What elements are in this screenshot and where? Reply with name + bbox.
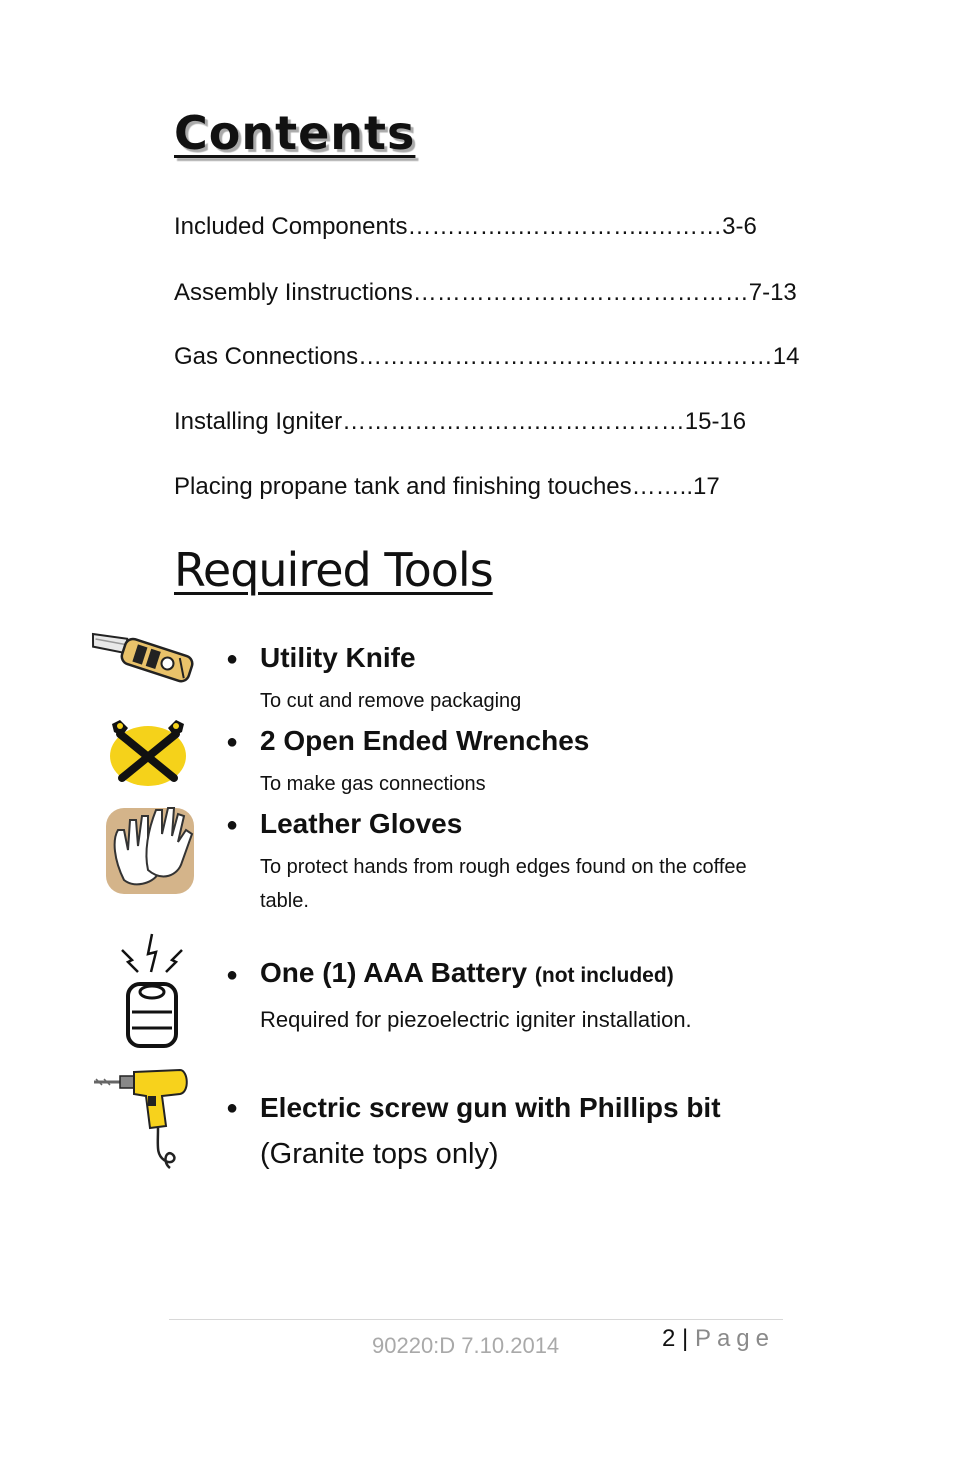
required-tools-heading: Required Tools	[174, 543, 493, 597]
drill-icon	[92, 1068, 192, 1174]
tool-name-aaa-battery-label: One (1) AAA Battery	[260, 957, 528, 988]
tool-extra-granite-tops: (Granite tops only)	[260, 1138, 499, 1170]
page-number-value: 2	[662, 1325, 676, 1352]
page-separator: |	[682, 1325, 689, 1352]
bullet: ●	[226, 1097, 239, 1119]
utility-knife-icon	[80, 630, 200, 698]
toc-entry-included-components: Included Components…………..……………..………3-6	[174, 213, 757, 240]
tool-name-wrenches: 2 Open Ended Wrenches	[260, 725, 590, 756]
document-code: 90220:D 7.10.2014	[372, 1333, 560, 1358]
tool-desc-aaa-battery: Required for piezoelectric igniter installation.	[260, 1007, 692, 1032]
tool-name-utility-knife: Utility Knife	[260, 642, 416, 673]
bullet: ●	[226, 648, 239, 670]
bullet: ●	[226, 731, 239, 753]
tool-desc-leather-gloves: To protect hands from rough edges found on the coffee table.	[260, 856, 747, 912]
tool-desc-utility-knife: To cut and remove packaging	[260, 690, 522, 712]
toc-entry-assembly-instructions: Assembly Iinstructions……………………………………7-13	[174, 279, 797, 306]
bullet: ●	[226, 964, 239, 986]
page-number	[662, 1325, 775, 1353]
toc-entry-gas-connections: Gas Connections…………………………………….………14	[174, 343, 800, 370]
toc-entry-propane-tank: Placing propane tank and finishing touches……..17	[174, 473, 720, 500]
bullet: ●	[226, 814, 239, 836]
contents-heading: Contents	[174, 106, 416, 160]
tool-name-leather-gloves: Leather Gloves	[260, 808, 463, 839]
battery-icon	[118, 932, 188, 1050]
not-included-note: (not included)	[534, 964, 674, 987]
page-label: Page	[694, 1325, 775, 1352]
tool-name-screw-gun: Electric screw gun with Phillips bit	[260, 1092, 721, 1123]
toc-entry-installing-igniter: Installing Igniter…………………….………………15-16	[174, 408, 747, 435]
tool-name-aaa-battery	[260, 957, 674, 989]
footer-divider	[169, 1319, 783, 1320]
gloves-icon	[104, 800, 196, 896]
wrenches-icon	[108, 718, 188, 788]
tool-desc-wrenches: To make gas connections	[260, 773, 486, 795]
